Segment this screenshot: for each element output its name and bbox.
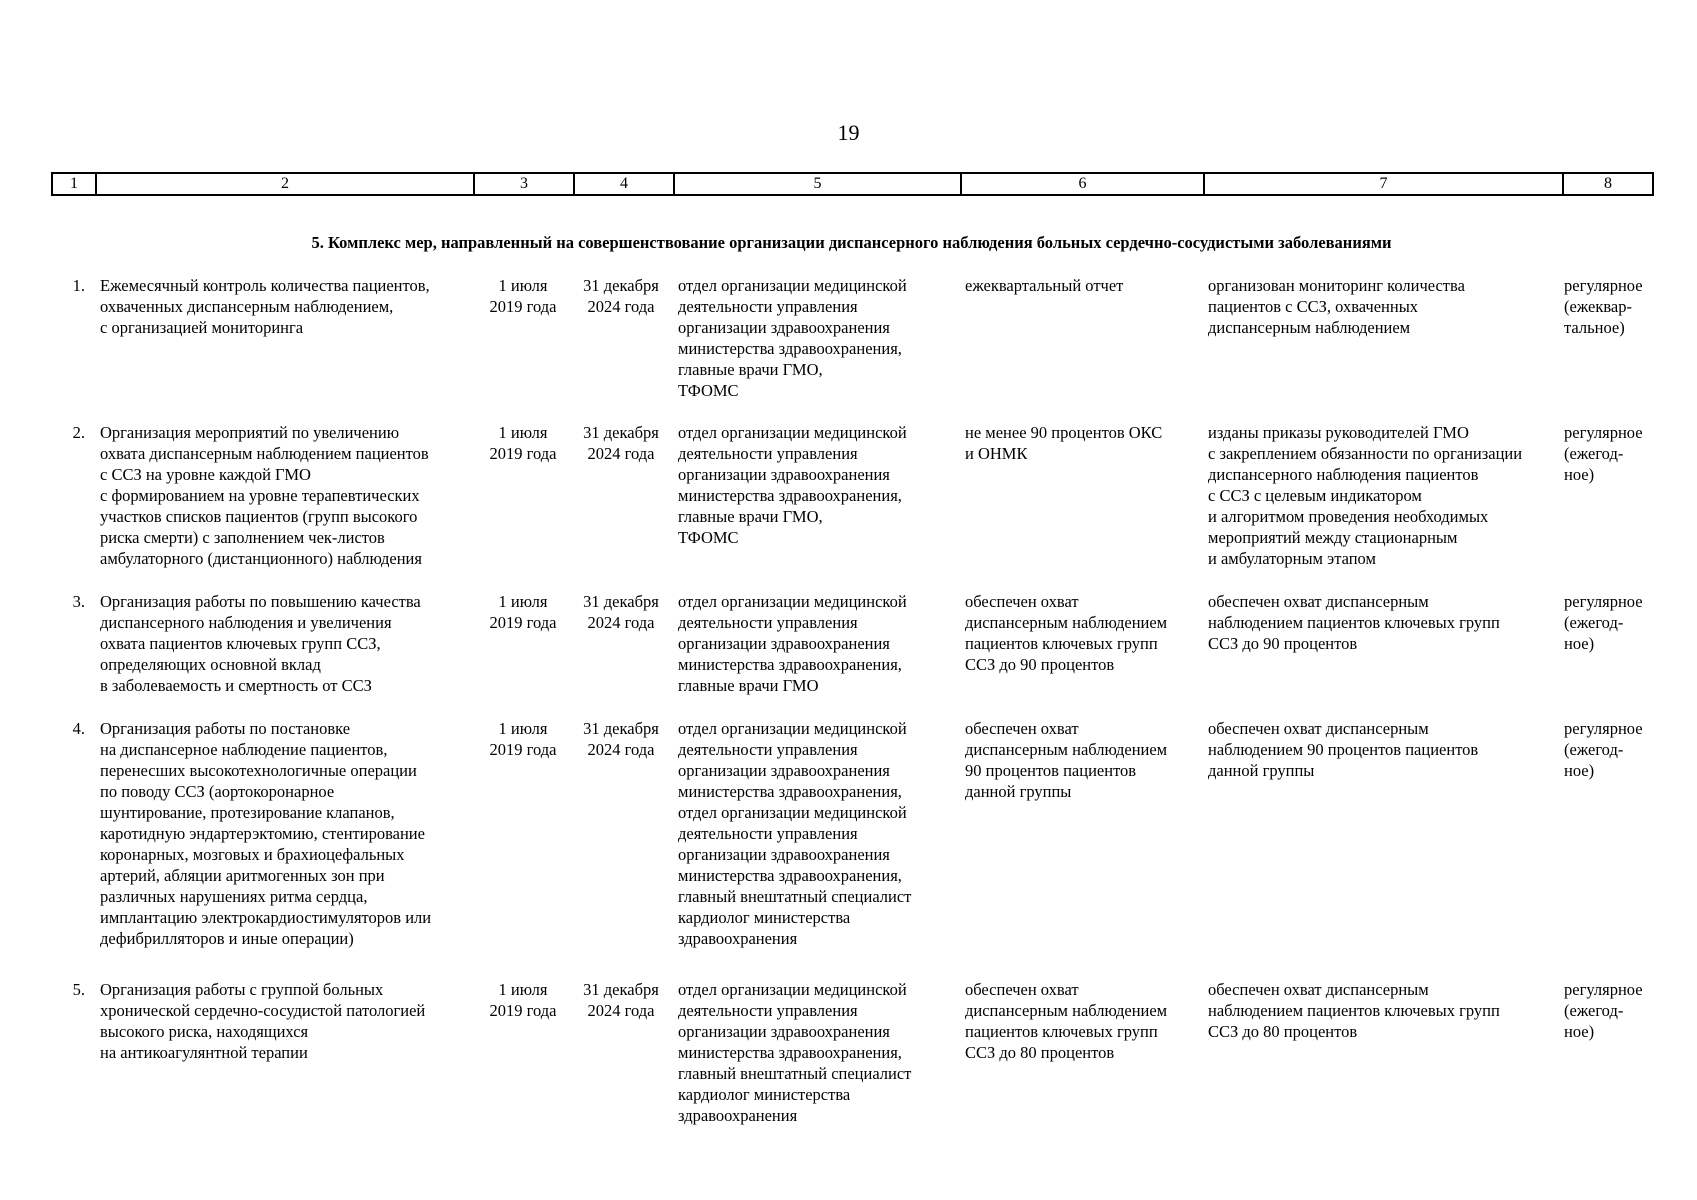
column-header-3: 3	[474, 173, 574, 195]
result: изданы приказы руководителей ГМО с закреплением обязанности по организации диспансерного наблюдения пациентов с ССЗ с целевым индикатором и алгоритмом проведения необходимых мероприятий между стационарным и амбулаторным этапом	[1208, 423, 1523, 568]
result: обеспечен охват диспансерным наблюдением пациентов ключевых групп ССЗ до 90 процентов	[1208, 592, 1500, 653]
indicator: обеспечен охват диспансерным наблюдением пациентов ключевых групп ССЗ до 90 процентов	[965, 592, 1168, 674]
table-row	[51, 718, 1652, 979]
result: обеспечен охват диспансерным наблюдением 90 процентов пациентов данной группы	[1208, 719, 1479, 780]
start-date: 1 июля 2019 года	[489, 592, 557, 632]
row-number: 5.	[72, 980, 85, 999]
column-header-8: 8	[1563, 173, 1653, 195]
start-date: 1 июля 2019 года	[489, 719, 557, 759]
measures-list	[51, 275, 1652, 1129]
responsible: отдел организации медицинской деятельности управления организации здравоохранения министерства здравоохранения, главные врачи ГМО	[678, 592, 907, 695]
responsible: отдел организации медицинской деятельности управления организации здравоохранения министерства здравоохранения, отдел организации медицинской деятельности управления организации здравоохранения министерства здравоохранения, главный внештатный специалист кардиолог министерства здравоохранения	[678, 719, 912, 948]
frequency: регулярное (ежегод- ное)	[1564, 423, 1643, 484]
column-header-6: 6	[961, 173, 1204, 195]
end-date: 31 декабря 2024 года	[583, 719, 659, 759]
start-date: 1 июля 2019 года	[489, 980, 557, 1020]
row-number: 4.	[72, 719, 85, 738]
column-header-7: 7	[1204, 173, 1563, 195]
result: организован мониторинг количества пациентов с ССЗ, охваченных диспансерным наблюдением	[1208, 276, 1465, 337]
column-header-1: 1	[52, 173, 96, 195]
row-number: 1.	[72, 276, 85, 295]
measure-text: Организация работы с группой больных хронической сердечно-сосудистой патологией высокого риска, находящихся на антикоагулянтной терапии	[100, 980, 426, 1062]
responsible: отдел организации медицинской деятельности управления организации здравоохранения министерства здравоохранения, главные врачи ГМО, ТФОМС	[678, 423, 907, 547]
measure-text: Организация работы по постановке на диспансерное наблюдение пациентов, перенесших высокотехнологичные операции по поводу ССЗ (аортокоронарное шунтирование, протезирование клапанов, каротидную эндартерэктомию, стентирование коронарных, мозговых и брахиоцефальных артерий, абляции аритмогенных зон при различных нарушениях ритма сердца, имплантацию электрокардиостимуляторов или дефибрилляторов и иные операции)	[100, 719, 432, 948]
page-number: 19	[837, 120, 860, 145]
responsible: отдел организации медицинской деятельности управления организации здравоохранения министерства здравоохранения, главные врачи ГМО, ТФОМС	[678, 276, 907, 400]
start-date: 1 июля 2019 года	[489, 423, 557, 463]
measure-text: Ежемесячный контроль количества пациентов, охваченных диспансерным наблюдением, с организацией мониторинга	[100, 276, 430, 337]
indicator: обеспечен охват диспансерным наблюдением пациентов ключевых групп ССЗ до 80 процентов	[965, 980, 1168, 1062]
frequency: регулярное (ежеквар- тальное)	[1564, 276, 1643, 337]
measure-text: Организация мероприятий по увеличению охвата диспансерным наблюдением пациентов с ССЗ на уровне каждой ГМО с формированием на уровне терапевтических участков списков пациентов (групп высокого риска смерти) с заполнением чек-листов амбулаторного (дистанционного) наблюдения	[100, 423, 429, 568]
column-number-header	[51, 172, 1654, 196]
frequency: регулярное (ежегод- ное)	[1564, 980, 1643, 1041]
end-date: 31 декабря 2024 года	[583, 980, 659, 1020]
row-number: 3.	[72, 592, 85, 611]
table-row	[51, 979, 1652, 1129]
column-header-5: 5	[674, 173, 961, 195]
table-row	[51, 591, 1652, 718]
column-header-2: 2	[96, 173, 474, 195]
end-date: 31 декабря 2024 года	[583, 423, 659, 463]
frequency: регулярное (ежегод- ное)	[1564, 719, 1643, 780]
frequency: регулярное (ежегод- ное)	[1564, 592, 1643, 653]
section-title: 5. Комплекс мер, направленный на совершенствование организации диспансерного наблюдения больных сердечно-сосудистыми заболеваниями	[311, 233, 1392, 252]
start-date: 1 июля 2019 года	[489, 276, 557, 316]
table-row	[51, 422, 1652, 591]
end-date: 31 декабря 2024 года	[583, 276, 659, 316]
table-row	[51, 275, 1652, 422]
measure-text: Организация работы по повышению качества диспансерного наблюдения и увеличения охвата пациентов ключевых групп ССЗ, определяющих основной вклад в заболеваемость и смертность от ССЗ	[100, 592, 421, 695]
row-number: 2.	[72, 423, 85, 442]
column-header-4: 4	[574, 173, 674, 195]
indicator: не менее 90 процентов ОКС и ОНМК	[965, 423, 1163, 463]
result: обеспечен охват диспансерным наблюдением пациентов ключевых групп ССЗ до 80 процентов	[1208, 980, 1500, 1041]
responsible: отдел организации медицинской деятельности управления организации здравоохранения министерства здравоохранения, главный внештатный специалист кардиолог министерства здравоохранения	[678, 980, 912, 1125]
indicator: обеспечен охват диспансерным наблюдением 90 процентов пациентов данной группы	[965, 719, 1168, 801]
end-date: 31 декабря 2024 года	[583, 592, 659, 632]
indicator: ежеквартальный отчет	[965, 276, 1124, 295]
